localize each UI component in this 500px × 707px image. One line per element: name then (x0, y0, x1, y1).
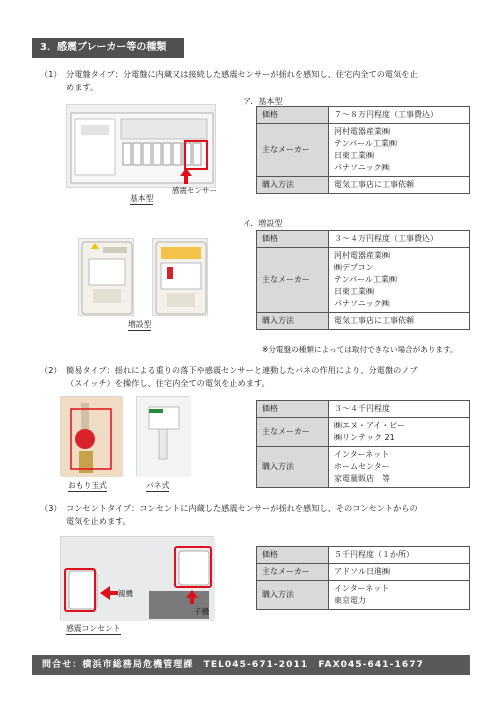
table-row (257, 177, 470, 194)
basic-panel-photo (66, 104, 216, 188)
maker-value: アドソル日進㈱ (329, 564, 470, 581)
maker-item: テンパール工業㈱ (334, 139, 397, 148)
maker-item: 日東工業㈱ (334, 151, 374, 160)
parent-arrow-stem (110, 591, 118, 595)
purchase-key: 購入方法 (257, 313, 329, 330)
maker-item: ㈱リンテック 21 (334, 433, 395, 442)
child-arrow-icon (186, 590, 198, 598)
contact-footer: 問合せ：横浜市総務局危機管理課 TEL045-671-2011 FAX045-641-1677 (32, 655, 470, 675)
spring-type-photo (136, 396, 190, 476)
maker-item: ㈱エヌ・アイ・ピー (334, 421, 405, 430)
purchase-item: インターネット (334, 584, 390, 593)
table-row (257, 401, 470, 418)
table-row (257, 581, 470, 610)
section-heading: 3．感震ブレーカー等の種類 (32, 38, 184, 58)
maker-item: 河村電器産業㈱ (334, 251, 390, 260)
purchase-values (329, 581, 470, 610)
price-key: 価格 (257, 231, 329, 248)
section-2-line1: 簡易タイプ：揺れによる重りの落下や感震センサーと連動したバネの作用により、分電盤のノブ (66, 365, 418, 375)
maker-key: 主なメーカー (257, 564, 329, 581)
weight-ball-caption: おもり玉式 (68, 481, 107, 490)
simple-spec-table (256, 400, 470, 488)
table-row (257, 313, 470, 330)
maker-key: 主なメーカー (257, 248, 329, 313)
maker-key: 主なメーカー (257, 418, 329, 447)
child-unit-highlight (174, 546, 212, 588)
price-key: 価格 (257, 107, 329, 124)
basic-caption: 基本型 (130, 194, 154, 203)
child-arrow-stem (190, 598, 194, 604)
purchase-value: 電気工事店に工事依頼 (329, 313, 470, 330)
price-value: ７～８万円程度（工事費込） (329, 107, 470, 124)
maker-values (329, 124, 470, 177)
section-2-line2: （スイッチ）を操作し、住宅内全ての電気を止めます。 (66, 378, 270, 388)
section-2-text (40, 364, 480, 390)
section-2-number: （2） (40, 365, 62, 375)
sensor-label: 感震センサー (172, 186, 217, 195)
spring-device-icon (137, 397, 191, 477)
maker-item: パナソニック㈱ (334, 163, 390, 172)
weight-ball-icon (61, 397, 123, 477)
maker-item: テンパール工業㈱ (334, 275, 397, 284)
purchase-item: 東京電力 (334, 596, 366, 605)
purchase-item: ホームセンター (334, 462, 390, 471)
maker-item: パナソニック㈱ (334, 299, 390, 308)
section-1-number: （1） (40, 69, 62, 79)
purchase-key: 購入方法 (257, 447, 329, 488)
child-label: 子機 (194, 607, 209, 616)
section-3-line1: コンセントタイプ：コンセントに内蔵した感震センサーが揺れを感知し、そのコンセントからの (66, 503, 418, 513)
table-row (257, 564, 470, 581)
section-1-line1: 分電盤タイプ：分電盤に内蔵又は接続した感震センサーが揺れを感知し、住宅内全ての電気を止 (66, 69, 418, 79)
weight-ball-photo (60, 396, 122, 476)
basic-spec-table (256, 106, 470, 194)
addon-caption: 増設型 (128, 320, 152, 329)
sub-label-basic: ア．基本型 (243, 97, 283, 106)
addon-unit-photo-2 (152, 238, 208, 316)
price-key: 価格 (257, 547, 329, 564)
purchase-value: 電気工事店に工事依頼 (329, 177, 470, 194)
purchase-key: 購入方法 (257, 177, 329, 194)
table-row (257, 418, 470, 447)
price-key: 価格 (257, 401, 329, 418)
parent-label: 親機 (118, 589, 133, 598)
section-3-line2: 電気を止めます。 (66, 516, 131, 526)
breaker-panel-icon (67, 105, 217, 189)
purchase-item: 家電量販店 等 (334, 474, 390, 483)
addon-box-icon (79, 239, 135, 317)
purchase-item: インターネット (334, 450, 390, 459)
purchase-key: 購入方法 (257, 581, 329, 610)
addon-spec-table (256, 230, 470, 330)
maker-item: 河村電器産業㈱ (334, 127, 390, 136)
section-1-text (40, 68, 480, 94)
maker-key: 主なメーカー (257, 124, 329, 177)
parent-arrow-icon (100, 586, 110, 600)
remark-note: ※分電盤の種類によっては取付できない場合があります。 (262, 345, 458, 354)
maker-values (329, 418, 470, 447)
table-row (257, 248, 470, 313)
table-row (257, 107, 470, 124)
spring-caption: バネ式 (146, 481, 170, 490)
table-row (257, 547, 470, 564)
price-value: ３～４万円程度（工事費込） (329, 231, 470, 248)
outlet-spec-table (256, 546, 470, 610)
maker-item: ㈱デプコン (334, 263, 374, 272)
table-row (257, 124, 470, 177)
outlet-caption: 感震コンセント (66, 624, 121, 633)
sub-label-addon: イ．増設型 (243, 219, 283, 228)
addon-unit-photo-1 (78, 238, 134, 316)
sensor-arrow-stem (184, 176, 188, 184)
sensor-arrow-icon (180, 168, 192, 176)
section-3-number: （3） (40, 503, 62, 513)
addon-box-icon (153, 239, 209, 317)
maker-values (329, 248, 470, 313)
maker-item: 日東工業㈱ (334, 287, 374, 296)
table-row (257, 447, 470, 488)
section-1-line2: めます。 (66, 82, 99, 92)
section-3-text (40, 502, 480, 528)
parent-unit-highlight (64, 568, 96, 612)
purchase-values (329, 447, 470, 488)
table-row (257, 231, 470, 248)
price-value: ３～４千円程度 (329, 401, 470, 418)
price-value: ５千円程度（１か所） (329, 547, 470, 564)
